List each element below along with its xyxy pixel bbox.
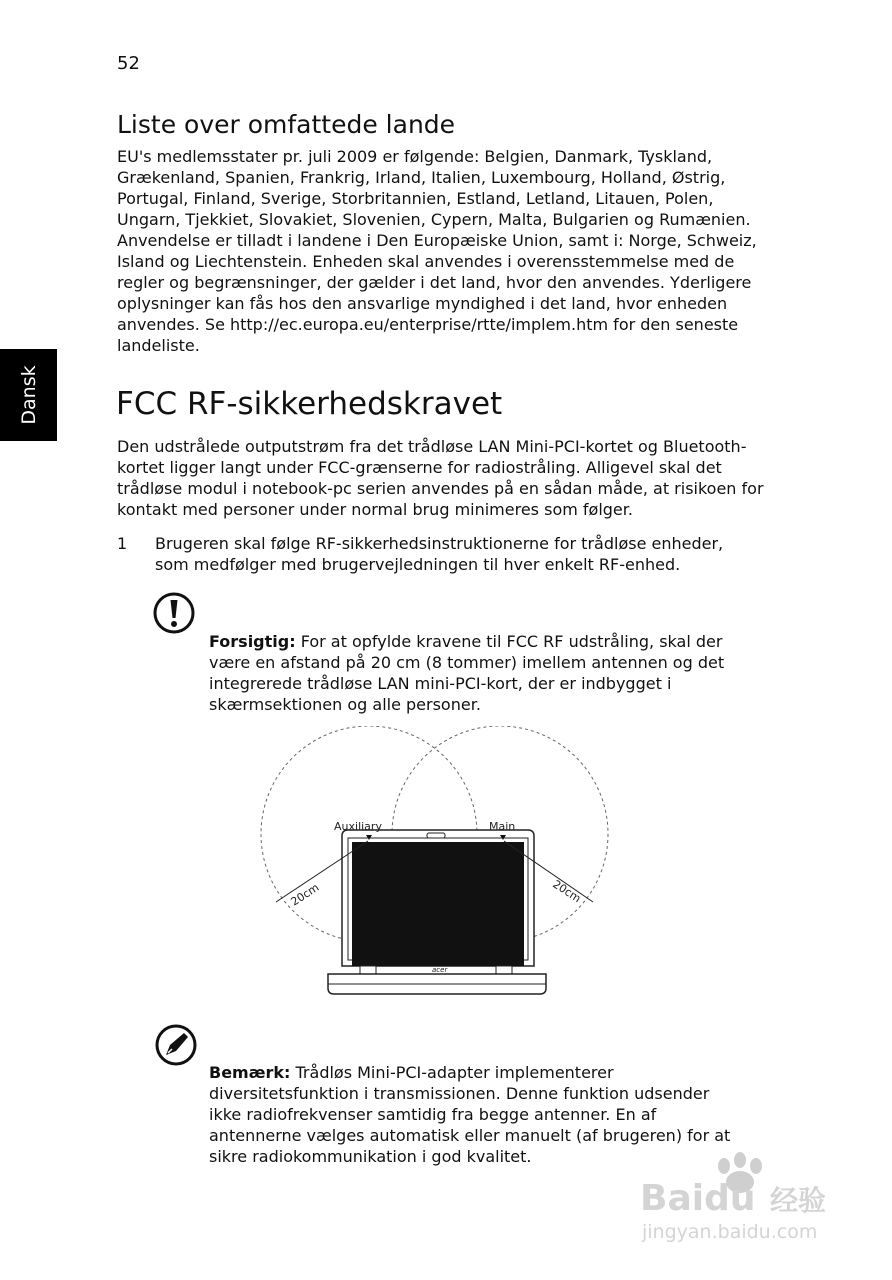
fcc-paragraph bbox=[117, 436, 765, 520]
note-first-line: Trådløs Mini-PCI-adapter implementerer bbox=[290, 1063, 614, 1082]
main-label: Main bbox=[489, 820, 516, 833]
paragraph-line: sikre radiokommunikation i god kvalitet. bbox=[209, 1147, 532, 1166]
watermark-brand: Baidu bbox=[640, 1178, 756, 1219]
section-heading-countries: Liste over omfattede lande bbox=[117, 110, 456, 139]
language-tab bbox=[0, 349, 57, 441]
auxiliary-label: Auxiliary bbox=[334, 820, 382, 833]
paragraph-line: som medfølger med brugervejledningen til hver enkelt RF-enhed. bbox=[155, 555, 681, 574]
caution-icon bbox=[152, 591, 196, 635]
paragraph-line: oplysninger kan fås hos den ansvarlige myndighed i det land, hvor enheden bbox=[117, 294, 728, 313]
note-icon bbox=[154, 1023, 198, 1067]
paragraph-line: skærmsektionen og alle personer. bbox=[209, 695, 481, 714]
page-number: 52 bbox=[117, 53, 140, 74]
paragraph-line: EU's medlemsstater pr. juli 2009 er følgende: Belgien, Danmark, Tyskland, bbox=[117, 147, 713, 166]
paragraph-line: regler og begrænsninger, der gælder i det land, hvor den anvendes. Yderligere bbox=[117, 273, 752, 292]
paragraph-line: landeliste. bbox=[117, 336, 200, 355]
paragraph-line bbox=[209, 631, 754, 652]
note-label: Bemærk: bbox=[209, 1063, 291, 1082]
paragraph-line: Portugal, Finland, Sverige, Storbritannien, Estland, Letland, Litauen, Polen, bbox=[117, 189, 714, 208]
paragraph-line: anvendes. Se http://ec.europa.eu/enterprise/rtte/implem.htm for den seneste bbox=[117, 315, 739, 334]
laptop-illustration bbox=[328, 830, 546, 994]
paragraph-line: Island og Liechtenstein. Enheden skal anvendes i overensstemmelse med de bbox=[117, 252, 735, 271]
paragraph-line: Ungarn, Tjekkiet, Slovakiet, Slovenien, Cypern, Malta, Bulgarien og Rumænien. bbox=[117, 210, 751, 229]
paragraph-line: antennerne vælges automatisk eller manuelt (af brugeren) for at bbox=[209, 1126, 731, 1145]
baidu-watermark bbox=[636, 1148, 846, 1248]
paragraph-line: ikke radiofrekvenser samtidig fra begge antenner. En af bbox=[209, 1105, 657, 1124]
paragraph-line: kontakt med personer under normal brug minimeres som følger. bbox=[117, 500, 633, 519]
paragraph-line: kortet ligger langt under FCC-grænserne for radiostråling. Alligevel skal det bbox=[117, 458, 722, 477]
list-item-text bbox=[155, 533, 755, 575]
distance-label-left: 20cm bbox=[288, 880, 322, 909]
laptop-logo: acer bbox=[432, 966, 448, 974]
caution-label: Forsigtig: bbox=[209, 632, 296, 651]
paragraph-line: Anvendelse er tilladt i landene i Den Europæiske Union, samt i: Norge, Schweiz, bbox=[117, 231, 757, 250]
list-item-number: 1 bbox=[117, 534, 128, 553]
language-tab-label: Dansk bbox=[17, 365, 40, 425]
paragraph-line: være en afstand på 20 cm (8 tommer) imellem antennen og det bbox=[209, 653, 725, 672]
section-heading-fcc: FCC RF-sikkerhedskravet bbox=[116, 386, 503, 422]
watermark-brand-cn: 经验 bbox=[770, 1184, 827, 1217]
distance-label-right: 20cm bbox=[550, 877, 584, 906]
paragraph-line: Brugeren skal følge RF-sikkerhedsinstruktionerne for trådløse enheder, bbox=[155, 534, 724, 553]
antenna-distance-figure bbox=[256, 726, 616, 1001]
paragraph-line: Grækenland, Spanien, Frankrig, Irland, Italien, Luxembourg, Holland, Østrig, bbox=[117, 168, 726, 187]
paragraph-line bbox=[209, 1062, 754, 1083]
countries-paragraph bbox=[117, 146, 767, 356]
caution-text bbox=[209, 631, 754, 715]
paragraph-line: integrerede trådløse LAN mini-PCI-kort, der er indbygget i bbox=[209, 674, 672, 693]
paragraph-line: diversitetsfunktion i transmissionen. Denne funktion udsender bbox=[209, 1084, 710, 1103]
paragraph-line: trådløse modul i notebook-pc serien anvendes på en sådan måde, at risikoen for bbox=[117, 479, 764, 498]
caution-first-line: For at opfylde kravene til FCC RF udstråling, skal der bbox=[295, 632, 723, 651]
paragraph-line: Den udstrålede outputstrøm fra det trådløse LAN Mini-PCI-kortet og Bluetooth- bbox=[117, 437, 747, 456]
watermark-url: jingyan.baidu.com bbox=[642, 1221, 818, 1243]
